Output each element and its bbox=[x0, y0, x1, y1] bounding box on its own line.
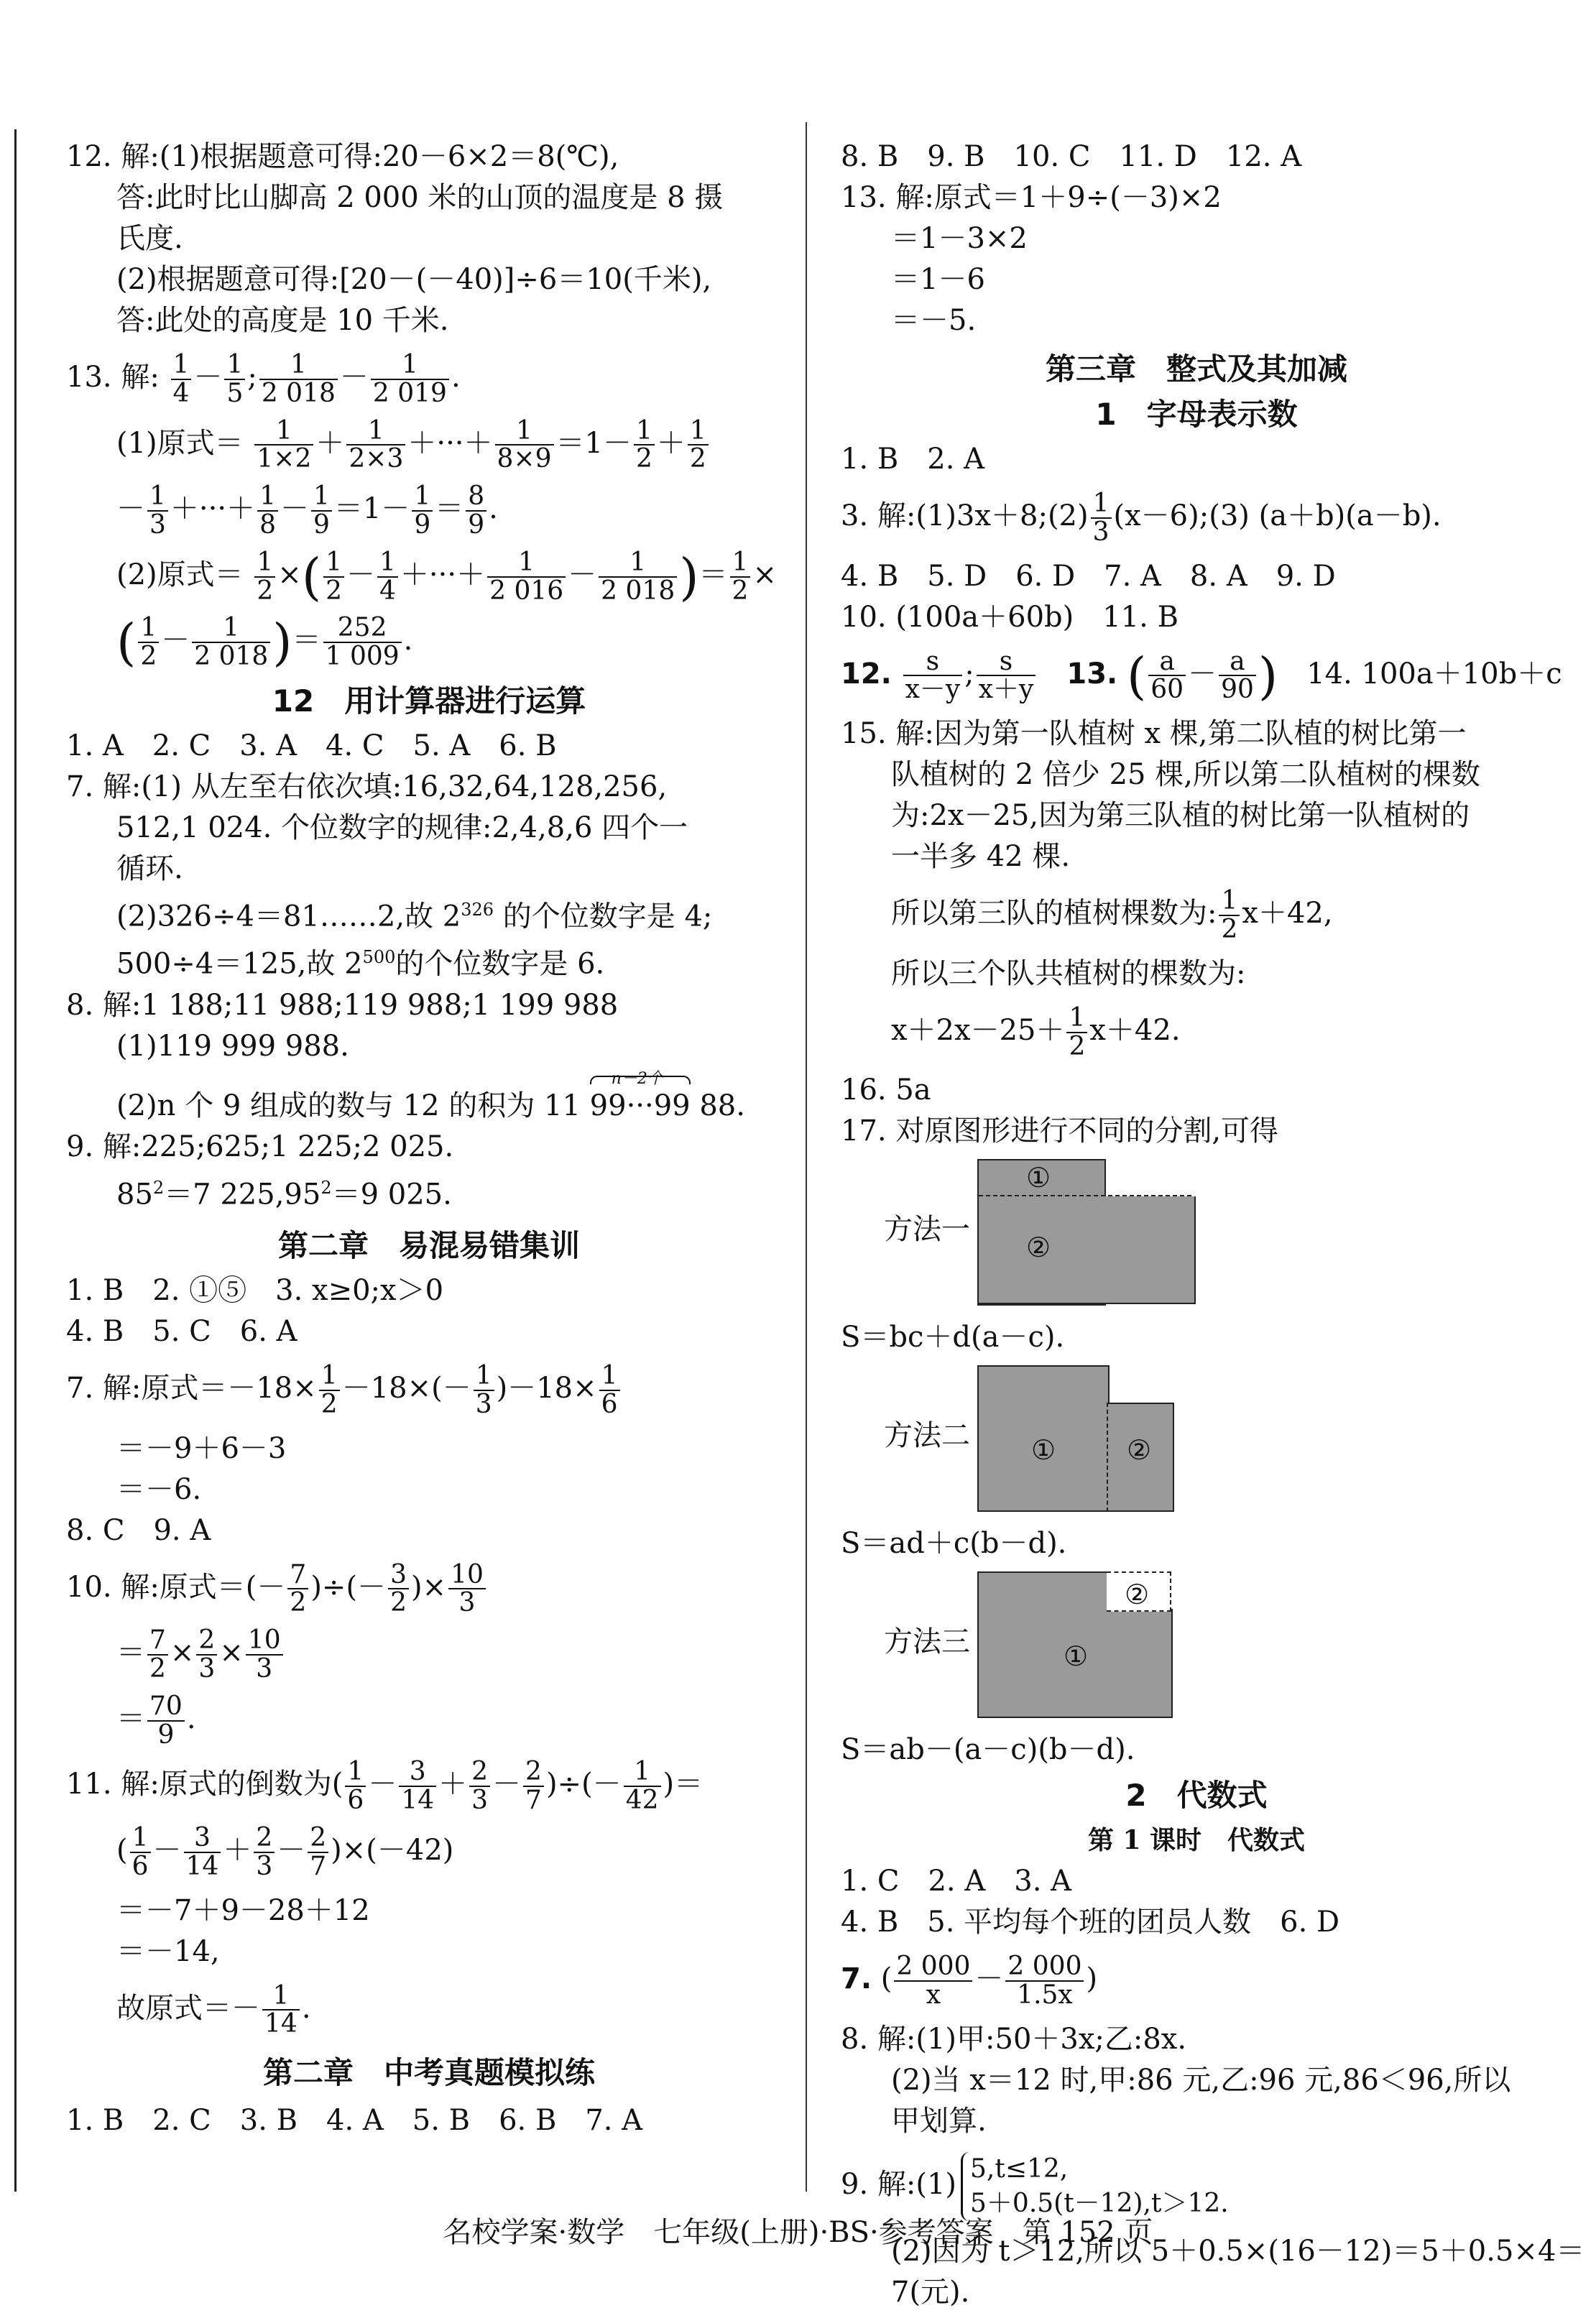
section-title-ch2-exam: 第二章 中考真题模拟练 bbox=[262, 2055, 595, 2091]
q11-line-3: ＝－7＋9－28＋12 bbox=[116, 1893, 370, 1927]
r-q13-line-1: 13. 解:原式＝1＋9÷(－3)×2 bbox=[841, 181, 1222, 214]
answers-ch2-exam: 1. B 2. C 3. B 4. A 5. B 6. B 7. A bbox=[66, 2104, 643, 2138]
area-formula-2: S＝ad＋c(b－d). bbox=[841, 1527, 1067, 1561]
r-q13-line-2: ＝1－3×2 bbox=[891, 222, 1028, 255]
q13-line-5: ( $\frac{1}{2}$ － $\frac{1}{2 018}$ )＝ $\frac{252}{1 009}$ . bbox=[116, 613, 413, 673]
area-formula-3: S＝ab－(a－c)(b－d). bbox=[841, 1733, 1135, 1767]
answers-ch2-2: 4. B 5. C 6. A bbox=[66, 1314, 297, 1348]
region-2-mark: ② bbox=[1125, 1579, 1150, 1611]
q7-line-4: (2)326÷4＝81……2,故 $2^{326}$ 的个位数字是 4; bbox=[116, 899, 713, 933]
overbrace-label: n－2个 bbox=[611, 1069, 663, 1088]
q10-line-1: 10. 解:原式＝(－ $\frac{7}{2}$ )÷(－ $\frac{3}{2}$ )× $\frac{10}{3}$ bbox=[66, 1561, 792, 1617]
section2-title: 2 代数式 bbox=[1125, 1778, 1268, 1814]
answers-calc-1: 1. A 2. C 3. A 4. C 5. A 6. B bbox=[66, 729, 557, 762]
r-q9-line-3: 7(元). bbox=[891, 2275, 970, 2309]
r-q17-line: 17. 对原图形进行不同的分割,可得 bbox=[841, 1114, 1279, 1148]
chapter3-title: 第三章 整式及其加减 bbox=[1045, 351, 1347, 387]
r-q15-line-1: 15. 解:因为第一队植树 x 棵,第二队植的树比第一 bbox=[841, 717, 1467, 751]
q12-line-3: 氏度. bbox=[116, 222, 183, 255]
q8-line-2: (1)119 999 988. bbox=[116, 1029, 349, 1063]
q7b-line-3: ＝－6. bbox=[116, 1472, 202, 1506]
method-3-label: 方法三 bbox=[884, 1625, 970, 1659]
r-q12-14-line: 12. $\frac{s}{x-y}$ ; $\frac{s}{x+y}$ 13. ( $\frac{a}{60}$ － $\frac{a}{90}$ ) 14. 100a＋10b＋c bbox=[841, 646, 1562, 706]
q13-line-1: 13. 解: $\frac{1}{4}$ － $\frac{1}{5}$ ; $\frac{1}{2 018}$ － $\frac{1}{2 019}$ . bbox=[66, 350, 461, 408]
method-1-label: 方法一 bbox=[884, 1213, 970, 1247]
region-1-mark: ① bbox=[1026, 1162, 1051, 1194]
figure-method-2 bbox=[884, 1358, 1552, 1523]
q8-line-1: 8. 解:1 188;11 988;119 988;1 199 988 bbox=[66, 988, 619, 1022]
r-answers-4: 10. (100a＋60b) 11. B bbox=[841, 600, 1178, 634]
chapter3-section1-title: 1 字母表示数 bbox=[1095, 397, 1298, 432]
r-q13-line-3: ＝1－6 bbox=[891, 263, 985, 296]
method-2-label: 方法二 bbox=[884, 1419, 970, 1453]
r-q9-line-1: 9. 解:(1) 5,t≤12, 5＋0.5(t－12),t＞12. bbox=[841, 2152, 1552, 2221]
region-1-mark: ① bbox=[1064, 1640, 1089, 1673]
left-column bbox=[66, 137, 792, 2141]
lesson1-title: 第 1 课时 代数式 bbox=[1087, 1825, 1306, 1856]
r-q9-line-2: (2)因为 t＞12,所以 5＋0.5×(16－12)＝5＋0.5×4＝ bbox=[891, 2234, 1585, 2268]
q8-line-3: (2)n 个 9 组成的数与 12 的积为 11 n－2个 99···99 88. bbox=[66, 1086, 792, 1127]
q7b-line-1: 7. 解:原式＝－18× $\frac{1}{2}$ －18×(－ $\frac{1}{3}$ )－18× $\frac{1}{6}$ bbox=[66, 1362, 792, 1418]
column-divider bbox=[806, 122, 807, 2192]
r-q15-line-7: x＋2x－25＋ $\frac{1}{2}$ x＋42. bbox=[891, 1002, 1181, 1061]
r-q16-line: 16. 5a bbox=[841, 1074, 931, 1107]
page-footer: 名校学案·数学 七年级(上册)·BS·参考答案 第 152 页 bbox=[443, 2216, 1153, 2249]
answers-ch2-1: 1. B 2. ①⑤ 3. x≥0;x＞0 bbox=[66, 1273, 444, 1307]
area-formula-1: S＝bc＋d(a－c). bbox=[841, 1321, 1065, 1354]
section-title-calculator: 12 用计算器进行运算 bbox=[272, 683, 586, 719]
r-q13-line-4: ＝－5. bbox=[891, 304, 977, 337]
q7-line-1: 7. 解:(1) 从左至右依次填:16,32,64,128,256, bbox=[66, 770, 668, 803]
r-q7-line: 7. ( $\frac{2 000}{x}$ － $\frac{2 000}{1.5x}$ ) bbox=[841, 1952, 1098, 2010]
q7-line-2: 512,1 024. 个位数字的规律:2,4,8,6 四个一 bbox=[116, 811, 688, 844]
q11-line-1: 11. 解:原式的倒数为( $\frac{1}{6}$ － $\frac{3}{14}$ ＋ $\frac{2}{3}$ － $\frac{2}{7}$ )÷(－ $\frac{1}{42}$ )＝ bbox=[66, 1757, 704, 1816]
r-answers-6: 4. B 5. 平均每个班的团员人数 6. D bbox=[841, 1906, 1340, 1939]
r-q8-line-3: 甲划算. bbox=[891, 2104, 987, 2138]
r-q8-line-2: (2)当 x＝12 时,甲:86 元,乙:96 元,86＜96,所以 bbox=[891, 2063, 1511, 2097]
r-answers-1: 8. B 9. B 10. C 11. D 12. A bbox=[841, 140, 1302, 173]
answers-ch2-3: 8. C 9. A bbox=[66, 1513, 211, 1547]
q7-line-5: 500÷4＝125,故 $2^{500}$的个位数字是 6. bbox=[116, 947, 605, 981]
page-edge-line bbox=[14, 129, 17, 2192]
r-q15-line-2: 队植树的 2 倍少 25 棵,所以第二队植树的棵数 bbox=[891, 758, 1480, 792]
q9-line-1: 9. 解:225;625;1 225;2 025. bbox=[66, 1130, 454, 1163]
q9-line-2: $85^2=7$ $225,95^2=9$ 025. bbox=[116, 1177, 452, 1211]
r-q15-line-6: 所以三个队共植树的棵数为: bbox=[891, 956, 1246, 990]
right-column bbox=[841, 137, 1585, 2313]
q7-line-3: 循环. bbox=[116, 851, 183, 885]
q12-line-1: 12. 解:(1)根据题意可得:20－6×2＝8(℃), bbox=[66, 140, 619, 173]
region-2-mark: ② bbox=[1026, 1232, 1051, 1264]
region-2-mark: ② bbox=[1127, 1434, 1152, 1467]
r-answers-5: 1. C 2. A 3. A bbox=[841, 1865, 1072, 1898]
figure-method-1 bbox=[884, 1152, 1552, 1317]
q7b-line-2: ＝－9＋6－3 bbox=[116, 1431, 287, 1465]
q11-line-2: ( $\frac{1}{6}$ － $\frac{3}{14}$ ＋ $\frac{2}{3}$ － $\frac{2}{7}$ )×(－42) bbox=[116, 1822, 454, 1881]
q12-line-5: 答:此处的高度是 10 千米. bbox=[116, 304, 449, 337]
section-title-ch2-errors: 第二章 易混易错集训 bbox=[277, 1227, 580, 1263]
q10-line-3: ＝ $\frac{70}{9}$ . bbox=[116, 1691, 196, 1750]
r-q15-line-3: 为:2x－25,因为第三队植的树比第一队植树的 bbox=[891, 799, 1470, 833]
q13-line-4: (2)原式＝ $\frac{1}{2}$ ×( $\frac{1}{2}$ － $\frac{1}{4}$ ＋···＋ $\frac{1}{2 016}$ － $\frac{1}{2 018}$ )＝ $\frac{1}{2}$ × bbox=[116, 547, 777, 606]
r-answers-2: 1. B 2. A bbox=[841, 443, 985, 476]
r-answers-3: 4. B 5. D 6. D 7. A 8. A 9. D bbox=[841, 559, 1336, 593]
q12-line-4: (2)根据题意可得:[20－(－40)]÷6＝10(千米), bbox=[116, 263, 712, 296]
q13-line-3: － $\frac{1}{3}$ ＋···＋ $\frac{1}{8}$ － $\frac{1}{9}$ ＝1－ $\frac{1}{9}$ ＝ $\frac{8}{9}$ . bbox=[116, 481, 498, 540]
q12-line-2: 答:此时比山脚高 2 000 米的山顶的温度是 8 摄 bbox=[116, 181, 724, 214]
q13-line-2: (1)原式＝ $\frac{1}{1\times 2}$ ＋ $\frac{1}{2\times 3}$ ＋···＋ $\frac{1}{8\times 9}$ ＝1－ $\frac{1}{2}$ ＋ $\frac{1}{2}$ bbox=[66, 417, 792, 474]
q11-line-5: 故原式＝－ $\frac{1}{14}$ . bbox=[116, 1980, 311, 2039]
r-q15-line-4: 一半多 42 棵. bbox=[891, 840, 1071, 874]
r-q3-line: 3. 解:(1)3x＋8;(2) $\frac{1}{3}$ (x－6);(3) (a＋b)(a－b). bbox=[841, 489, 1442, 547]
region-1-mark: ① bbox=[1031, 1434, 1056, 1467]
q10-line-2: ＝ $\frac{7}{2}$ × $\frac{2}{3}$ × $\frac{10}{3}$ bbox=[66, 1627, 792, 1683]
r-q15-line-5: 所以第三队的植树棵数为: $\frac{1}{2}$ x＋42, bbox=[891, 886, 1333, 944]
q11-line-4: ＝－14, bbox=[116, 1934, 220, 1968]
r-q8-line-1: 8. 解:(1)甲:50＋3x;乙:8x. bbox=[841, 2022, 1187, 2056]
figure-method-3 bbox=[884, 1564, 1552, 1730]
